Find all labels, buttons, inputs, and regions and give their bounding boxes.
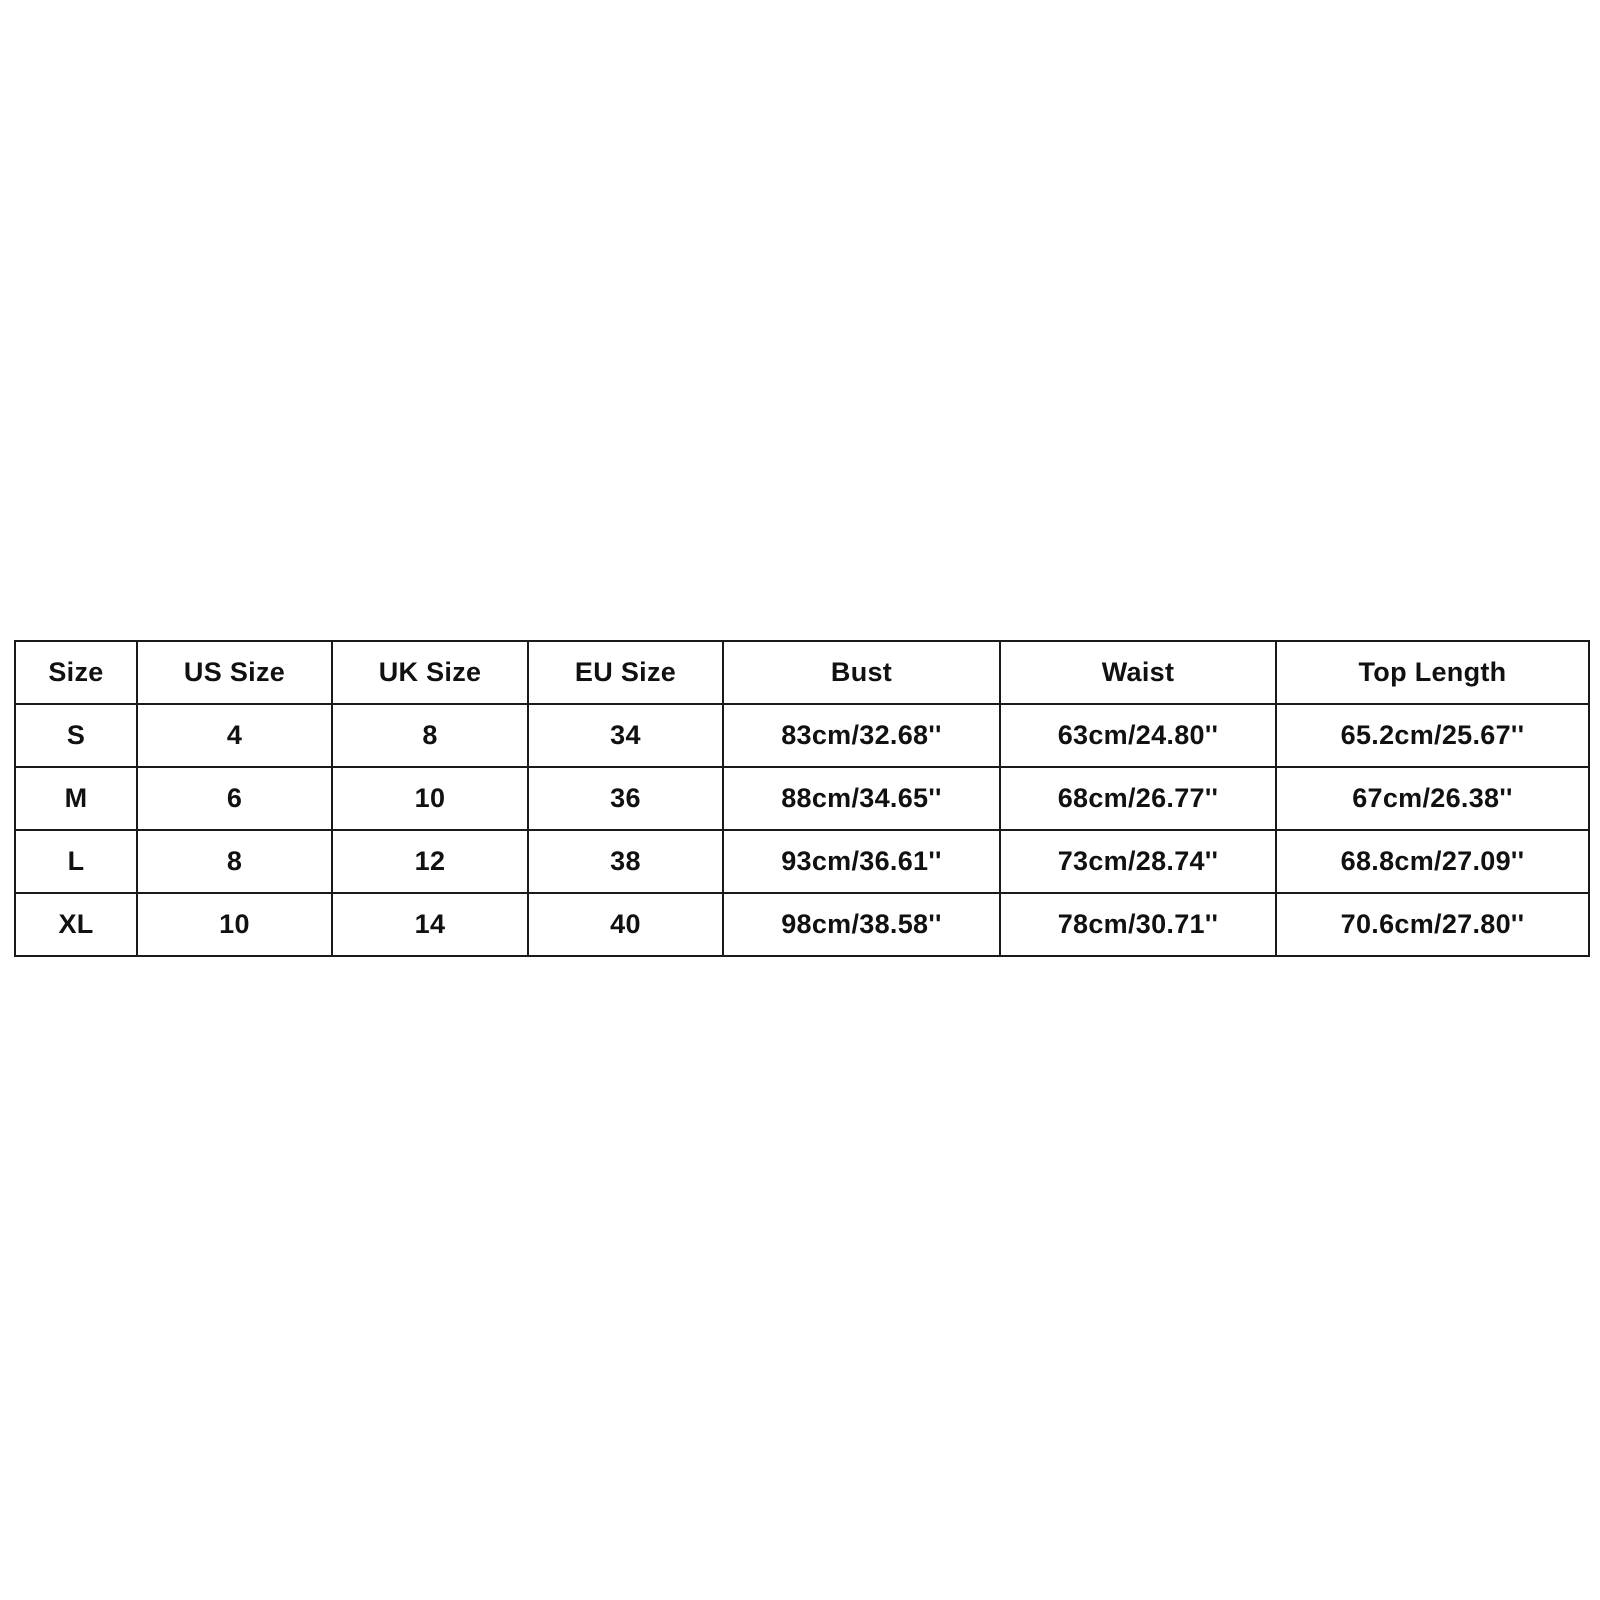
table-row [15,830,1589,893]
size-chart-body [15,704,1589,956]
cell-us-size: 6 [137,767,332,830]
cell-bust: 88cm/34.65'' [723,767,1000,830]
cell-waist: 78cm/30.71'' [1000,893,1276,956]
cell-waist: 68cm/26.77'' [1000,767,1276,830]
cell-eu-size: 38 [528,830,723,893]
cell-bust: 93cm/36.61'' [723,830,1000,893]
table-row [15,767,1589,830]
header-us-size: US Size [137,641,332,704]
cell-eu-size: 34 [528,704,723,767]
cell-us-size: 8 [137,830,332,893]
cell-size: S [15,704,137,767]
cell-top-length: 65.2cm/25.67'' [1276,704,1589,767]
header-row [15,641,1589,704]
size-chart-header [15,641,1589,704]
cell-waist: 63cm/24.80'' [1000,704,1276,767]
cell-top-length: 68.8cm/27.09'' [1276,830,1589,893]
cell-uk-size: 12 [332,830,528,893]
cell-size: L [15,830,137,893]
cell-eu-size: 36 [528,767,723,830]
cell-size: XL [15,893,137,956]
table-row [15,893,1589,956]
header-size: Size [15,641,137,704]
cell-uk-size: 8 [332,704,528,767]
cell-eu-size: 40 [528,893,723,956]
cell-bust: 83cm/32.68'' [723,704,1000,767]
cell-bust: 98cm/38.58'' [723,893,1000,956]
size-chart-table [14,640,1590,957]
cell-waist: 73cm/28.74'' [1000,830,1276,893]
cell-top-length: 67cm/26.38'' [1276,767,1589,830]
cell-size: M [15,767,137,830]
table-row [15,704,1589,767]
header-waist: Waist [1000,641,1276,704]
cell-uk-size: 10 [332,767,528,830]
cell-uk-size: 14 [332,893,528,956]
cell-us-size: 4 [137,704,332,767]
header-top-length: Top Length [1276,641,1589,704]
header-uk-size: UK Size [332,641,528,704]
header-eu-size: EU Size [528,641,723,704]
cell-top-length: 70.6cm/27.80'' [1276,893,1589,956]
header-bust: Bust [723,641,1000,704]
cell-us-size: 10 [137,893,332,956]
